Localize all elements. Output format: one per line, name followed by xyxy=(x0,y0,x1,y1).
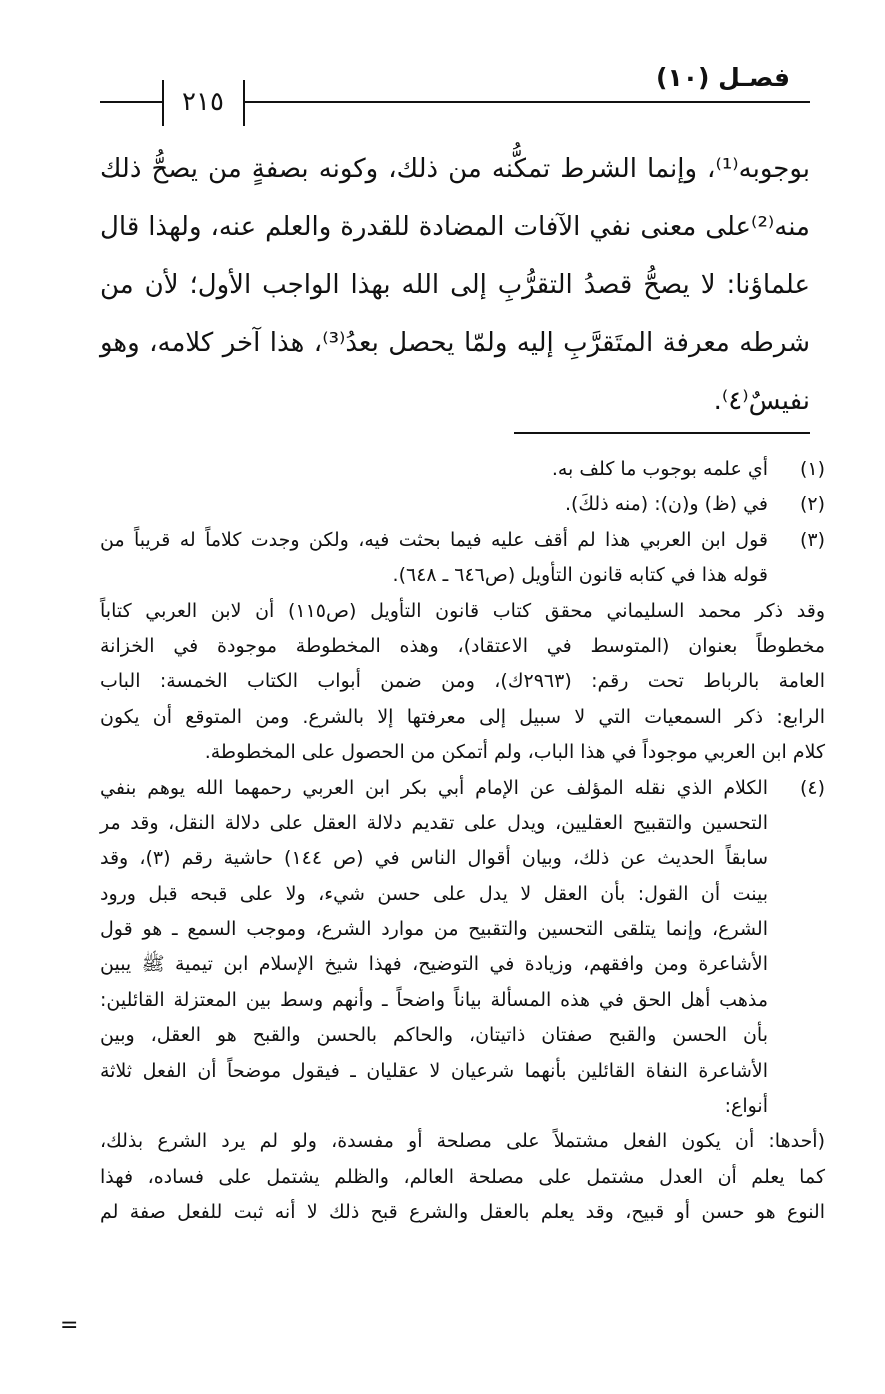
footnote-line: الشرع، وإنما يتلقى التحسين والتقبيح من موارد الشرع، وموجب السمع ـ هو قول xyxy=(100,918,768,941)
footnote-line: العامة بالرباط تحت رقم: (٢٩٦٣ك)، ومن ضمن أبواب الكتاب الخمسة: الباب xyxy=(100,670,825,693)
footnote-number: (١) xyxy=(799,458,825,480)
footnote-line: بينت أن القول: بأن العقل لا يدل على حسن شيء، ولا على قبحه قبل ورود xyxy=(100,882,768,905)
page-number: ٢١٥ xyxy=(182,87,224,117)
footnote-line: الرابع: ذكر السمعيات التي لا سبيل إلى معرفتها إلا بالشرع. ومن المتوقع أن يكون xyxy=(100,705,825,728)
footnote-number: (٢) xyxy=(799,493,825,516)
header-rule-right xyxy=(243,101,810,103)
header-rule-left xyxy=(100,101,162,103)
footnote-line: كلام ابن العربي موجوداً في هذا الباب، ولم أتمكن من الحصول على المخطوطة. xyxy=(204,741,825,764)
footnote-line: الأشاعرة ومن وافقهم، وزيادة في التوضيح، فهذا شيخ الإسلام ابن تيمية ﷺ يبين xyxy=(100,953,768,976)
footnote-1 xyxy=(100,452,825,487)
footnote-line: كما يعلم أن العدل مشتمل على مصلحة العالم، والظلم يشتمل على فساده، فهذا xyxy=(100,1165,825,1188)
footnote-2 xyxy=(100,487,825,522)
footnote-line: النوع هو حسن أو قبيح، وقد يعلم بالعقل والشرع قبح ذلك لا أنه ثبت للفعل صفة لم xyxy=(100,1201,825,1224)
footnote-line: في (ظ) و(ن): (منه ذلكَ). xyxy=(564,493,768,516)
main-text xyxy=(100,140,810,430)
footnote-line: التحسين والتقبيح العقليين، ويدل على تقديم دلالة العقل على دلالة النقل، وقد مر xyxy=(100,811,768,834)
footnote-3 xyxy=(100,523,825,771)
continuation-mark: = xyxy=(60,1313,79,1338)
footnote-line: مخطوطاً بعنوان (المتوسط في الاعتقاد)، وهذه المخطوطة موجودة في الخزانة xyxy=(100,634,825,657)
footnote-line: مذهب أهل الحق في هذه المسألة بياناً واضحاً ـ وأنهم وسط بين المعتزلة القائلين: xyxy=(100,988,768,1011)
footnote-number: (٤) xyxy=(799,776,825,799)
footnote-line: الكلام الذي نقله المؤلف عن الإمام أبي بكر ابن العربي رحمهما الله يوهم بنفي xyxy=(100,776,768,799)
footnote-number: (٣) xyxy=(799,528,825,551)
footnote-line: (أحدها: أن يكون الفعل مشتملاً على مصلحة أو مفسدة، ولو لم يرد الشرع بذلك، xyxy=(100,1130,825,1153)
main-line: منه⁽²⁾على معنى نفي الآفات المضادة للقدرة والعلم عنه، ولهذا قال xyxy=(100,212,810,242)
main-line: علماؤنا: لا يصحُّ قصدُ التقرُّبِ إلى الله بهذا الواجب الأول؛ لأن من xyxy=(100,270,810,300)
footnote-4 xyxy=(100,771,825,1231)
footnote-line: بأن الحسن والقبح صفتان ذاتيتان، والحاكم بالحسن والقبح هو العقل، وبين xyxy=(100,1024,768,1047)
chapter-title: فصـل (١٠) xyxy=(656,63,790,92)
footnote-separator xyxy=(514,432,810,434)
footnote-line: أي علمه بوجوب ما كلف به. xyxy=(551,458,768,480)
footnote-line: سابقاً الحديث عن ذلك، وبيان أقوال الناس في (ص ١٤٤) حاشية رقم (٣)، وقد xyxy=(100,847,768,870)
footnote-line: قول ابن العربي هذا لم أقف عليه فيما بحثت فيه، ولكن وجدت كلاماً له قريباً من xyxy=(100,528,768,551)
main-line: بوجوبه⁽¹⁾، وإنما الشرط تمكُّنه من ذلك، وكونه بصفةٍ من يصحُّ ذلك xyxy=(100,154,810,184)
footnote-line: الأشاعرة النفاة القائلين بأنهما شرعيان لا عقليان ـ فيقول موضحاً أن الفعل ثلاثة xyxy=(100,1059,768,1082)
main-line: شرطه معرفة المتَقرَّبِ إليه ولمّا يحصل بعدُ⁽³⁾، هذا آخر كلامه، وهو xyxy=(100,328,810,358)
footnote-line: أنواع: xyxy=(724,1095,768,1118)
footnote-line: وقد ذكر محمد السليماني محقق كتاب قانون التأويل (ص١١٥) أن لابن العربي كتاباً xyxy=(100,599,825,622)
footnotes xyxy=(100,452,825,1231)
main-line: نفيسٌ⁽٤⁾. xyxy=(713,386,810,416)
header-divider-right xyxy=(243,80,245,126)
footnote-line: قوله هذا في كتابه قانون التأويل (ص٦٤٦ ـ ٦٤٨). xyxy=(392,564,768,587)
